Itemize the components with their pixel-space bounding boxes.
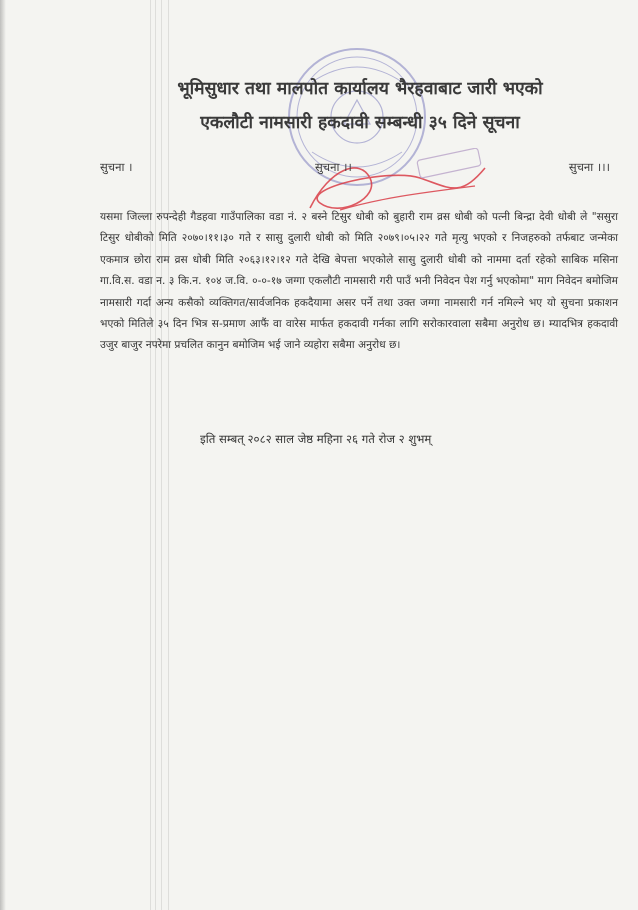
heading-line-2: एकलौटी नामसारी हकदावी सम्बन्धी ३५ दिने सूचना: [200, 113, 520, 133]
notice-body: यसमा जिल्ला रुपन्देही गैडहवा गाउँपालिका वडा नं. २ बस्ने टिसुर धोबी को बुहारी राम व्रस धोबी को पत्नी बिन्द्रा देवी धोबी ले "ससुरा टिसुर धोबीको मिति २०७०।११।३० गते र सासु दुलारी धोबी को मिति २०७९।०५।२२ गते मृत्यु भएको र निजहरुको तर्फबाट जन्मेका एकमात्र छोरा राम व्रस धोबी मिति २०६३।१२।१२ गते देखि बेपत्ता भएकोले सासु दुलारी धोबी को नाममा दर्ता रहेको साबिक मसिना गा.वि.स. वडा न. ३ कि.न. १०४ ज.वि. ०-०-१७ जग्गा एकलौटी नामसारी गरी पाउँ भनी निवेदन पेश गर्नु भएकोमा" माग निवेदन बमोजिम नामसारी गर्दा अन्य कसैको व्यक्तिगत/सार्वजनिक हकदैयामा असर पर्ने तथा उक्त जग्गा नामसारी गर्न नमिल्ने भए यो सुचना प्रकाशन भएको मितिले ३५ दिन भित्र स-प्रमाण आफैं वा वारेस मार्फत हकदावी गर्नका लागि सरोकारवाला सबैमा अनुरोध छ। म्यादभित्र हकदावी उजुर बाजुर नपरेमा प्रचलित कानुन बमोजिम भई जाने व्यहोरा सबैमा अनुरोध छ।: [100, 211, 618, 352]
notice-label-right: सुचना ।।।: [568, 160, 610, 174]
scan-shadow: [0, 0, 6, 910]
notice-label-row: [100, 160, 610, 178]
notice-closing-date: इति सम्बत् २०८२ साल जेष्ठ महिना २६ गते रोज २ शुभम्: [200, 432, 432, 446]
notice-heading: [110, 72, 610, 140]
heading-line-1: भूमिसुधार तथा मालपोत कार्यालय भैरहवाबाट जारी भएको: [177, 79, 543, 99]
notice-label-left: सुचना ।: [100, 160, 133, 174]
notice-label-center: सुचना ।।: [315, 160, 352, 174]
